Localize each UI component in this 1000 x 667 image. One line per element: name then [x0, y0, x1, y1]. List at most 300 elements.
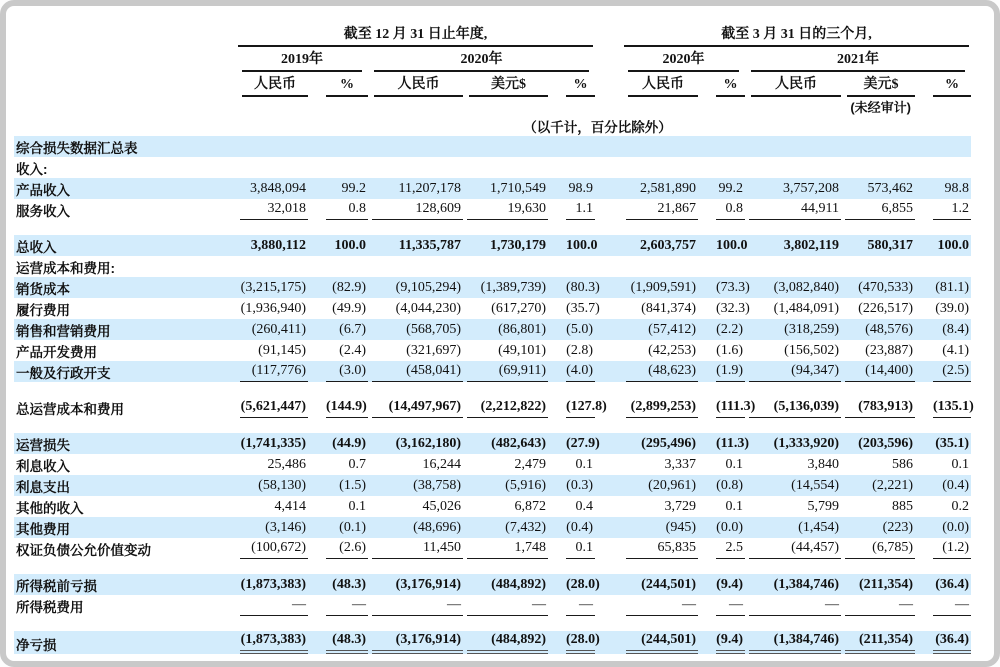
cell-value: (69,911) [467, 362, 548, 382]
cell-other-income-col9 [915, 496, 971, 517]
cell-loss-before-income-tax-col6 [698, 574, 745, 595]
cell-cost-of-goods-sold-col8 [841, 277, 915, 298]
cell-value: (9.4) [716, 577, 743, 592]
cell-other-income-col3 [463, 496, 548, 517]
cell-selling-marketing-expenses-col0 [236, 319, 308, 340]
quarter-period-header [622, 20, 971, 47]
cell-value: 0.8 [326, 200, 368, 220]
table-row-cost-of-goods-sold [14, 277, 971, 298]
cell-interest-income-col2 [368, 454, 463, 475]
cell-fulfillment-expenses-col0 [236, 298, 308, 319]
cell-product-development-expenses-col8 [841, 340, 915, 361]
table-row-revenue-header [14, 157, 971, 178]
cell-value: (0.8) [716, 478, 743, 493]
cell-product-development-expenses-col6 [698, 340, 745, 361]
cell-income-tax-expense-col7 [745, 595, 841, 616]
cell-value: (568,705) [406, 322, 461, 337]
cell-interest-income-col8 [841, 454, 915, 475]
cell-total-revenue-col4 [548, 235, 598, 256]
cell-service-revenue-col2 [368, 199, 463, 220]
cell-value: (0.0) [716, 520, 743, 535]
cell-value: — [749, 596, 841, 616]
cell-value: 3,880,112 [250, 238, 306, 253]
table-row-general-administrative-expenses [14, 361, 971, 382]
cell-product-development-expenses-col0 [236, 340, 308, 361]
cell-value: (73.3) [716, 280, 750, 295]
table-row-service-revenue [14, 199, 971, 220]
quarter-2021-label: 2021年 [751, 48, 965, 72]
cell-operating-costs-header-col3 [463, 256, 548, 277]
cell-total-revenue-col2 [368, 235, 463, 256]
row-label-interest-expense: 利息支出 [16, 480, 70, 495]
table-row-operating-loss [14, 433, 971, 454]
col-q2021-pct: % [915, 72, 971, 97]
cell-total-revenue-col9 [915, 235, 971, 256]
cell-revenue-header-col1 [308, 157, 368, 178]
cell-value: (1.6) [716, 343, 743, 358]
cell-value: 99.2 [341, 181, 366, 196]
cell-selling-marketing-expenses-col3 [463, 319, 548, 340]
row-label-interest-income: 利息收入 [16, 459, 70, 474]
cell-value: — [845, 596, 915, 616]
cell-value: (144.9) [326, 398, 368, 418]
row-label-warrant-liabilities-fair-value-change: 权证负债公允价值变动 [16, 543, 151, 558]
cell-value: 0.7 [348, 457, 366, 472]
cell-summary-title-col7 [745, 136, 841, 157]
group-gap [595, 475, 622, 496]
cell-value: 1,710,549 [490, 181, 546, 196]
cell-general-administrative-expenses-col8 [841, 361, 915, 382]
table-row-total-revenue [14, 235, 971, 256]
cell-general-administrative-expenses-col2 [368, 361, 463, 382]
cell-product-revenue-col6 [698, 178, 745, 199]
cell-value: (484,892) [467, 631, 548, 654]
cell-interest-income-col0 [236, 454, 308, 475]
cell-total-operating-costs-col1 [308, 397, 368, 418]
cell-value: 2,581,890 [640, 181, 696, 196]
cell-interest-income-col1 [308, 454, 368, 475]
cell-value: — [626, 596, 698, 616]
cell-value: (841,374) [641, 301, 696, 316]
cell-value: (8.4) [942, 322, 970, 337]
cell-product-revenue-col4 [548, 178, 595, 199]
cell-value: (4.1) [942, 343, 970, 358]
cell-warrant-liabilities-fair-value-change-col6 [698, 538, 745, 559]
cell-product-revenue-col0 [236, 178, 308, 199]
cell-service-revenue-col3 [463, 199, 548, 220]
cell-value: (94,347) [749, 362, 841, 382]
cell-general-administrative-expenses-col7 [745, 361, 841, 382]
cell-total-operating-costs-col7 [745, 397, 841, 418]
cell-value: (1.5) [339, 478, 366, 493]
cell-cost-of-goods-sold-col4 [548, 277, 600, 298]
section-spacer-row [14, 418, 971, 433]
cell-value: (44,457) [749, 539, 841, 559]
cell-value: (783,913) [845, 398, 915, 418]
cell-value: (1,333,920) [773, 436, 839, 451]
cell-other-income-col0 [236, 496, 308, 517]
units-note: （以千计，百分比除外） [523, 120, 672, 135]
cell-other-expenses-col6 [698, 517, 745, 538]
cell-total-revenue-col6 [698, 235, 748, 256]
cell-value: (211,354) [858, 577, 913, 592]
cell-revenue-header-col4 [548, 157, 595, 178]
cell-net-loss-col5 [622, 631, 698, 654]
cell-value: (9,105,294) [395, 280, 461, 295]
cell-value: 44,911 [749, 200, 841, 220]
cell-total-revenue-col8 [841, 235, 915, 256]
cell-other-expenses-col0 [236, 517, 308, 538]
cell-value: (111.3) [716, 398, 745, 418]
cell-operating-costs-header-col2 [368, 256, 463, 277]
cell-general-administrative-expenses-col3 [463, 361, 548, 382]
cell-loss-before-income-tax-col2 [368, 574, 463, 595]
cell-value: (5,916) [505, 478, 546, 493]
currency-column-row [14, 72, 971, 97]
section-spacer [14, 418, 971, 433]
cell-value: 65,835 [626, 539, 698, 559]
cell-revenue-header-col3 [463, 157, 548, 178]
cell-other-expenses-col1 [308, 517, 368, 538]
group-gap [595, 319, 622, 340]
cell-value: (3,176,914) [372, 631, 463, 654]
cell-other-expenses-col5 [622, 517, 698, 538]
cell-value: (458,041) [372, 362, 463, 382]
cell-value: (49.9) [332, 301, 366, 316]
cell-income-tax-expense-col2 [368, 595, 463, 616]
cell-income-tax-expense-col4 [548, 595, 595, 616]
cell-value: 3,840 [807, 457, 839, 472]
cell-general-administrative-expenses-col4 [548, 361, 595, 382]
cell-other-expenses-col8 [841, 517, 915, 538]
cell-fulfillment-expenses-col6 [698, 298, 750, 319]
cell-fulfillment-expenses-col2 [368, 298, 463, 319]
cell-summary-title-col8 [841, 136, 915, 157]
cell-value: (2,212,822) [467, 398, 548, 418]
cell-value: (58,130) [258, 478, 306, 493]
row-label-income-tax-expense: 所得税费用 [16, 600, 84, 615]
cell-value: — [326, 596, 368, 616]
spacer [14, 97, 745, 116]
cell-operating-costs-header-col8 [841, 256, 915, 277]
table-row-income-tax-expense [14, 595, 971, 616]
cell-net-loss-col0 [236, 631, 308, 654]
cell-warrant-liabilities-fair-value-change-col3 [463, 538, 548, 559]
cell-loss-before-income-tax-col5 [622, 574, 698, 595]
cell-cost-of-goods-sold-col2 [368, 277, 463, 298]
col-q2020-pct: % [698, 72, 745, 97]
cell-summary-title-col4 [548, 136, 595, 157]
cell-selling-marketing-expenses-col9 [915, 319, 971, 340]
cell-net-loss-col6 [698, 631, 745, 654]
col-2019-rmb: 人民币 [236, 72, 308, 97]
cell-value: 3,757,208 [783, 181, 839, 196]
cell-general-administrative-expenses-col6 [698, 361, 745, 382]
cell-interest-expense-col0 [236, 475, 308, 496]
cell-general-administrative-expenses-col1 [308, 361, 368, 382]
cell-value: (35.1) [935, 436, 970, 451]
cell-value: (80.3) [566, 280, 600, 295]
cell-warrant-liabilities-fair-value-change-col0 [236, 538, 308, 559]
cell-interest-expense-col7 [745, 475, 841, 496]
cell-other-expenses-col4 [548, 517, 595, 538]
cell-revenue-header-col2 [368, 157, 463, 178]
cell-interest-expense-col4 [548, 475, 595, 496]
row-label-product-development-expenses: 产品开发费用 [16, 345, 97, 360]
cell-value: (32.3) [716, 301, 750, 316]
cell-value: (7,432) [505, 520, 546, 535]
cell-summary-title-col0 [236, 136, 308, 157]
cell-value: (3,162,180) [395, 436, 461, 451]
cell-value: (945) [665, 520, 696, 535]
cell-total-operating-costs-col2 [368, 397, 463, 418]
cell-service-revenue-col9 [915, 199, 971, 220]
row-label-product-revenue: 产品收入 [16, 183, 70, 198]
cell-total-revenue-col1 [308, 235, 368, 256]
cell-summary-title-col6 [698, 136, 745, 157]
cell-warrant-liabilities-fair-value-change-col2 [368, 538, 463, 559]
cell-value: (1,454) [798, 520, 839, 535]
cell-value: (1,484,091) [773, 301, 839, 316]
cell-income-tax-expense-col5 [622, 595, 698, 616]
cell-service-revenue-col6 [698, 199, 745, 220]
group-gap [595, 256, 622, 277]
cell-loss-before-income-tax-col9 [915, 574, 971, 595]
cell-value: (2.8) [566, 343, 593, 358]
cell-value: 0.8 [716, 200, 745, 220]
cell-fulfillment-expenses-col8 [841, 298, 915, 319]
cell-value: (244,501) [626, 631, 698, 654]
cell-value: (470,533) [858, 280, 913, 295]
cell-interest-income-col5 [622, 454, 698, 475]
table-row-product-development-expenses [14, 340, 971, 361]
cell-value: (1,384,746) [749, 631, 841, 654]
cell-other-income-col6 [698, 496, 745, 517]
cell-value: (91,145) [258, 343, 306, 358]
cell-selling-marketing-expenses-col2 [368, 319, 463, 340]
cell-value: 2,603,757 [640, 238, 696, 253]
cell-value: (82.9) [332, 280, 366, 295]
cell-interest-expense-col9 [915, 475, 971, 496]
cell-value: 2,479 [514, 457, 546, 472]
group-gap [595, 496, 622, 517]
cell-value: 0.1 [575, 457, 593, 472]
cell-operating-loss-col4 [548, 433, 600, 454]
cell-value: (39.0) [935, 301, 970, 316]
cell-product-development-expenses-col2 [368, 340, 463, 361]
table-row-interest-income [14, 454, 971, 475]
cell-operating-loss-col5 [622, 433, 698, 454]
cell-value: (28.0) [566, 631, 595, 654]
cell-warrant-liabilities-fair-value-change-col4 [548, 538, 595, 559]
cell-value: (49,101) [498, 343, 546, 358]
cell-income-tax-expense-col3 [463, 595, 548, 616]
cell-operating-costs-header-col0 [236, 256, 308, 277]
cell-value: (20,961) [648, 478, 696, 493]
row-label-cost-of-goods-sold: 销货成本 [16, 282, 70, 297]
cell-value: (5,621,447) [240, 398, 308, 418]
table-row-summary-title [14, 136, 971, 157]
cell-value: 98.8 [944, 181, 970, 196]
cell-value: (6,785) [845, 539, 915, 559]
section-spacer-row [14, 382, 971, 397]
cell-value: 3,337 [664, 457, 696, 472]
cell-other-expenses-col2 [368, 517, 463, 538]
cell-loss-before-income-tax-col4 [548, 574, 600, 595]
cell-service-revenue-col0 [236, 199, 308, 220]
row-label-service-revenue: 服务收入 [16, 204, 70, 219]
cell-other-income-col5 [622, 496, 698, 517]
cell-value: (117,776) [240, 362, 308, 382]
cell-value: (1.2) [933, 539, 971, 559]
cell-interest-income-col4 [548, 454, 595, 475]
cell-value: (3,176,914) [395, 577, 461, 592]
cell-product-revenue-col7 [745, 178, 841, 199]
cell-value: (0.0) [942, 520, 970, 535]
cell-total-operating-costs-col5 [622, 397, 698, 418]
cell-value: 0.2 [951, 499, 970, 514]
cell-product-revenue-col9 [915, 178, 971, 199]
cell-loss-before-income-tax-col7 [745, 574, 841, 595]
cell-product-revenue-col8 [841, 178, 915, 199]
cell-operating-costs-header-col6 [698, 256, 745, 277]
section-spacer [14, 559, 971, 574]
cell-selling-marketing-expenses-col1 [308, 319, 368, 340]
cell-value: 6,872 [514, 499, 546, 514]
cell-operating-loss-col1 [308, 433, 368, 454]
cell-operating-costs-header-col5 [622, 256, 698, 277]
cell-product-development-expenses-col4 [548, 340, 595, 361]
cell-net-loss-col2 [368, 631, 463, 654]
section-spacer-row [14, 220, 971, 235]
cell-service-revenue-col4 [548, 199, 595, 220]
cell-value: 1.1 [566, 200, 595, 220]
year-2019-label: 2019年 [242, 48, 362, 72]
col-2020-usd: 美元$ [463, 72, 548, 97]
cell-service-revenue-col7 [745, 199, 841, 220]
cell-value: (38,758) [413, 478, 461, 493]
cell-value: 3,729 [664, 499, 696, 514]
cell-value: (1,909,591) [630, 280, 696, 295]
cell-value: (295,496) [641, 436, 696, 451]
col-2020-rmb: 人民币 [368, 72, 463, 97]
cell-other-income-col8 [841, 496, 915, 517]
col-q2021-usd: 美元$ [841, 72, 915, 97]
annual-period-title: 截至 12 月 31 日止年度, [238, 23, 593, 47]
cell-value: (3,082,840) [773, 280, 839, 295]
cell-other-income-col1 [308, 496, 368, 517]
cell-value: (5.0) [566, 322, 593, 337]
cell-summary-title-col1 [308, 136, 368, 157]
cell-value: (2.6) [326, 539, 368, 559]
cell-product-development-expenses-col5 [622, 340, 698, 361]
cell-fulfillment-expenses-col9 [915, 298, 971, 319]
cell-value: (0.4) [566, 520, 593, 535]
cell-value: (86,801) [498, 322, 546, 337]
cell-value: (5,136,039) [749, 398, 841, 418]
cell-value: 32,018 [240, 200, 308, 220]
section-spacer-row [14, 559, 971, 574]
cell-value: (0.3) [566, 478, 593, 493]
cell-other-income-col2 [368, 496, 463, 517]
cell-cost-of-goods-sold-col7 [745, 277, 841, 298]
cell-value: (318,259) [784, 322, 839, 337]
row-label-fulfillment-expenses: 履行费用 [16, 303, 70, 318]
annual-period-header [236, 20, 595, 47]
cell-value: 885 [892, 499, 913, 514]
table-row-fulfillment-expenses [14, 298, 971, 319]
cell-operating-costs-header-col1 [308, 256, 368, 277]
col-2020-pct: % [548, 72, 595, 97]
cell-cost-of-goods-sold-col3 [463, 277, 548, 298]
cell-value: (48,696) [413, 520, 461, 535]
cell-value: 0.4 [575, 499, 593, 514]
year-2019-header [236, 47, 368, 72]
cell-other-income-col7 [745, 496, 841, 517]
cell-interest-income-col9 [915, 454, 971, 475]
cell-value: 0.1 [566, 539, 595, 559]
group-gap [595, 517, 622, 538]
cell-income-tax-expense-col0 [236, 595, 308, 616]
cell-value: (321,697) [406, 343, 461, 358]
cell-value: (1,873,383) [240, 577, 306, 592]
cell-value: (2.5) [933, 362, 971, 382]
cell-general-administrative-expenses-col5 [622, 361, 698, 382]
cell-value: 0.1 [348, 499, 366, 514]
cell-interest-expense-col6 [698, 475, 745, 496]
cell-interest-income-col7 [745, 454, 841, 475]
col-2019-pct: % [308, 72, 368, 97]
cell-cost-of-goods-sold-col5 [622, 277, 698, 298]
cell-value: 100.0 [937, 238, 970, 253]
cell-value: (2.2) [716, 322, 743, 337]
cell-selling-marketing-expenses-col4 [548, 319, 595, 340]
spacer [915, 97, 971, 116]
cell-product-revenue-col1 [308, 178, 368, 199]
cell-value: (28.0) [566, 577, 600, 592]
cell-total-operating-costs-col3 [463, 397, 548, 418]
quarter-period-title: 截至 3 月 31 日的三个月, [624, 23, 969, 47]
cell-value: 16,244 [422, 457, 461, 472]
cell-other-expenses-col3 [463, 517, 548, 538]
cell-value: — [933, 596, 971, 616]
row-label-net-loss: 净亏损 [16, 638, 57, 653]
cell-total-operating-costs-col6 [698, 397, 756, 418]
cell-value: (27.9) [566, 436, 600, 451]
group-gap [595, 454, 622, 475]
cell-operating-costs-header-col4 [548, 256, 595, 277]
cell-value: — [566, 596, 595, 616]
cell-value: (135.1) [933, 398, 971, 418]
cell-total-revenue-col3 [463, 235, 548, 256]
table-header [14, 20, 971, 136]
cell-value: 3,848,094 [250, 181, 306, 196]
cell-net-loss-col4 [548, 631, 600, 654]
cell-value: 100.0 [716, 238, 748, 253]
cell-product-development-expenses-col7 [745, 340, 841, 361]
cell-interest-expense-col8 [841, 475, 915, 496]
cell-net-loss-col7 [745, 631, 841, 654]
cell-operating-loss-col8 [841, 433, 915, 454]
cell-net-loss-col8 [841, 631, 915, 654]
year-2020-label: 2020年 [374, 48, 589, 72]
cell-revenue-header-col5 [622, 157, 698, 178]
cell-other-income-col4 [548, 496, 595, 517]
table-row-net-loss [14, 631, 971, 654]
cell-value: (203,596) [858, 436, 913, 451]
cell-value: — [372, 596, 463, 616]
cell-value: — [716, 596, 745, 616]
